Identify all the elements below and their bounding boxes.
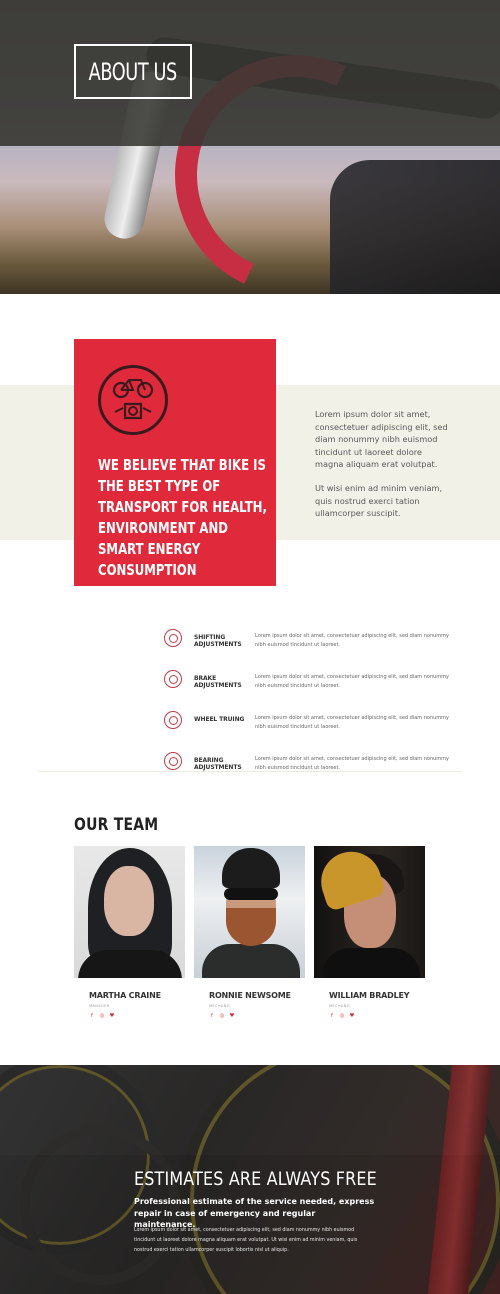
team-member-photo xyxy=(74,846,185,978)
service-item xyxy=(160,666,460,707)
belief-statement: WE BELIEVE THAT BIKE IS THE BEST TYPE OF TRANSPORT FOR HEALTH, ENVIRONMENT AND SMART ENERGY CONSUMPTION xyxy=(98,456,267,579)
belief-card xyxy=(74,339,276,586)
social-links xyxy=(89,1013,185,1020)
team-member-name: WILLIAM BRADLEY xyxy=(329,991,410,1000)
services-list xyxy=(160,625,460,789)
service-description: Lorem ipsum dolor sit amet, consectetuer adipiscing elit, sed diam nonummy nibh euismod tincidunt ut laoreet. xyxy=(255,674,450,689)
service-item xyxy=(160,748,460,789)
facebook-icon[interactable]: f xyxy=(211,1013,213,1019)
team-member-name: MARTHA CRAINE xyxy=(89,991,161,1000)
about-text xyxy=(315,408,450,531)
estimates-subtitle: Professional estimate of the service needed, express repair in case of emergency and regular maintenance. xyxy=(134,1197,375,1229)
estimates-overlay-top xyxy=(0,1065,500,1155)
team-member-card xyxy=(74,846,185,1020)
team-member-role: MECHANIC xyxy=(209,1004,231,1008)
twitter-icon[interactable]: ♥ xyxy=(349,1013,355,1019)
team-member-name: RONNIE NEWSOME xyxy=(209,991,291,1000)
facebook-icon[interactable]: f xyxy=(91,1013,93,1019)
bike-icon xyxy=(98,365,168,435)
about-paragraph-1: Lorem ipsum dolor sit amet, consectetuer adipiscing elit, sed diam nonummy nibh euismod tincidunt ut laoreet dolore magna aliquam erat volutpat. xyxy=(315,409,448,470)
service-name: BRAKE ADJUSTMENTS xyxy=(194,675,242,689)
service-name: BEARING ADJUSTMENTS xyxy=(194,757,242,771)
team-member-card xyxy=(194,846,305,1020)
instagram-icon[interactable]: ◎ xyxy=(219,1013,225,1019)
social-links xyxy=(209,1013,305,1020)
twitter-icon[interactable]: ♥ xyxy=(109,1013,115,1019)
team-member-photo xyxy=(314,846,425,978)
page-title-box xyxy=(74,44,192,99)
instagram-icon[interactable]: ◎ xyxy=(339,1013,345,1019)
estimates-text: Lorem ipsum dolor sit amet, consectetuer adipiscing elit, sed diam nonummy nibh euismod tincidunt ut laoreet dolore magna aliquam erat volutpat. Ut wisi enim ad minim veniam, quis nostrud exerci tation ullamcorper suscipit lobortis nisl ut aliquip. xyxy=(134,1228,358,1253)
gear-cog-icon xyxy=(164,629,182,647)
service-name: SHIFTING ADJUSTMENTS xyxy=(194,634,242,648)
team-member-role: MECHANIC xyxy=(329,1004,351,1008)
section-divider xyxy=(38,771,462,772)
service-description: Lorem ipsum dolor sit amet, consectetuer adipiscing elit, sed diam nonummy nibh euismod tincidunt ut laoreet. xyxy=(255,756,450,771)
service-description: Lorem ipsum dolor sit amet, consectetuer adipiscing elit, sed diam nonummy nibh euismod tincidunt ut laoreet. xyxy=(255,633,450,648)
bearing-icon xyxy=(164,752,182,770)
team-member-card xyxy=(314,846,425,1020)
service-item xyxy=(160,707,460,748)
estimates-title: ESTIMATES ARE ALWAYS FREE xyxy=(134,1168,377,1190)
hero-section xyxy=(0,0,500,294)
service-item xyxy=(160,625,460,666)
wheel-icon xyxy=(164,711,182,729)
facebook-icon[interactable]: f xyxy=(331,1013,333,1019)
team-title: OUR TEAM xyxy=(74,815,159,835)
page-title: ABOUT US xyxy=(88,57,178,86)
estimates-section xyxy=(0,1065,500,1294)
service-description: Lorem ipsum dolor sit amet, consectetuer adipiscing elit, sed diam nonummy nibh euismod tincidunt ut laoreet. xyxy=(255,715,450,730)
social-links xyxy=(329,1013,425,1020)
service-name: WHEEL TRUING xyxy=(194,716,245,723)
brake-icon xyxy=(164,670,182,688)
team-member-role: MANAGER xyxy=(89,1004,110,1008)
about-paragraph-2: Ut wisi enim ad minim veniam, quis nostrud exerci tation ullamcorper suscipit. xyxy=(315,482,443,519)
team-member-photo xyxy=(194,846,305,978)
twitter-icon[interactable]: ♥ xyxy=(229,1013,235,1019)
instagram-icon[interactable]: ◎ xyxy=(99,1013,105,1019)
